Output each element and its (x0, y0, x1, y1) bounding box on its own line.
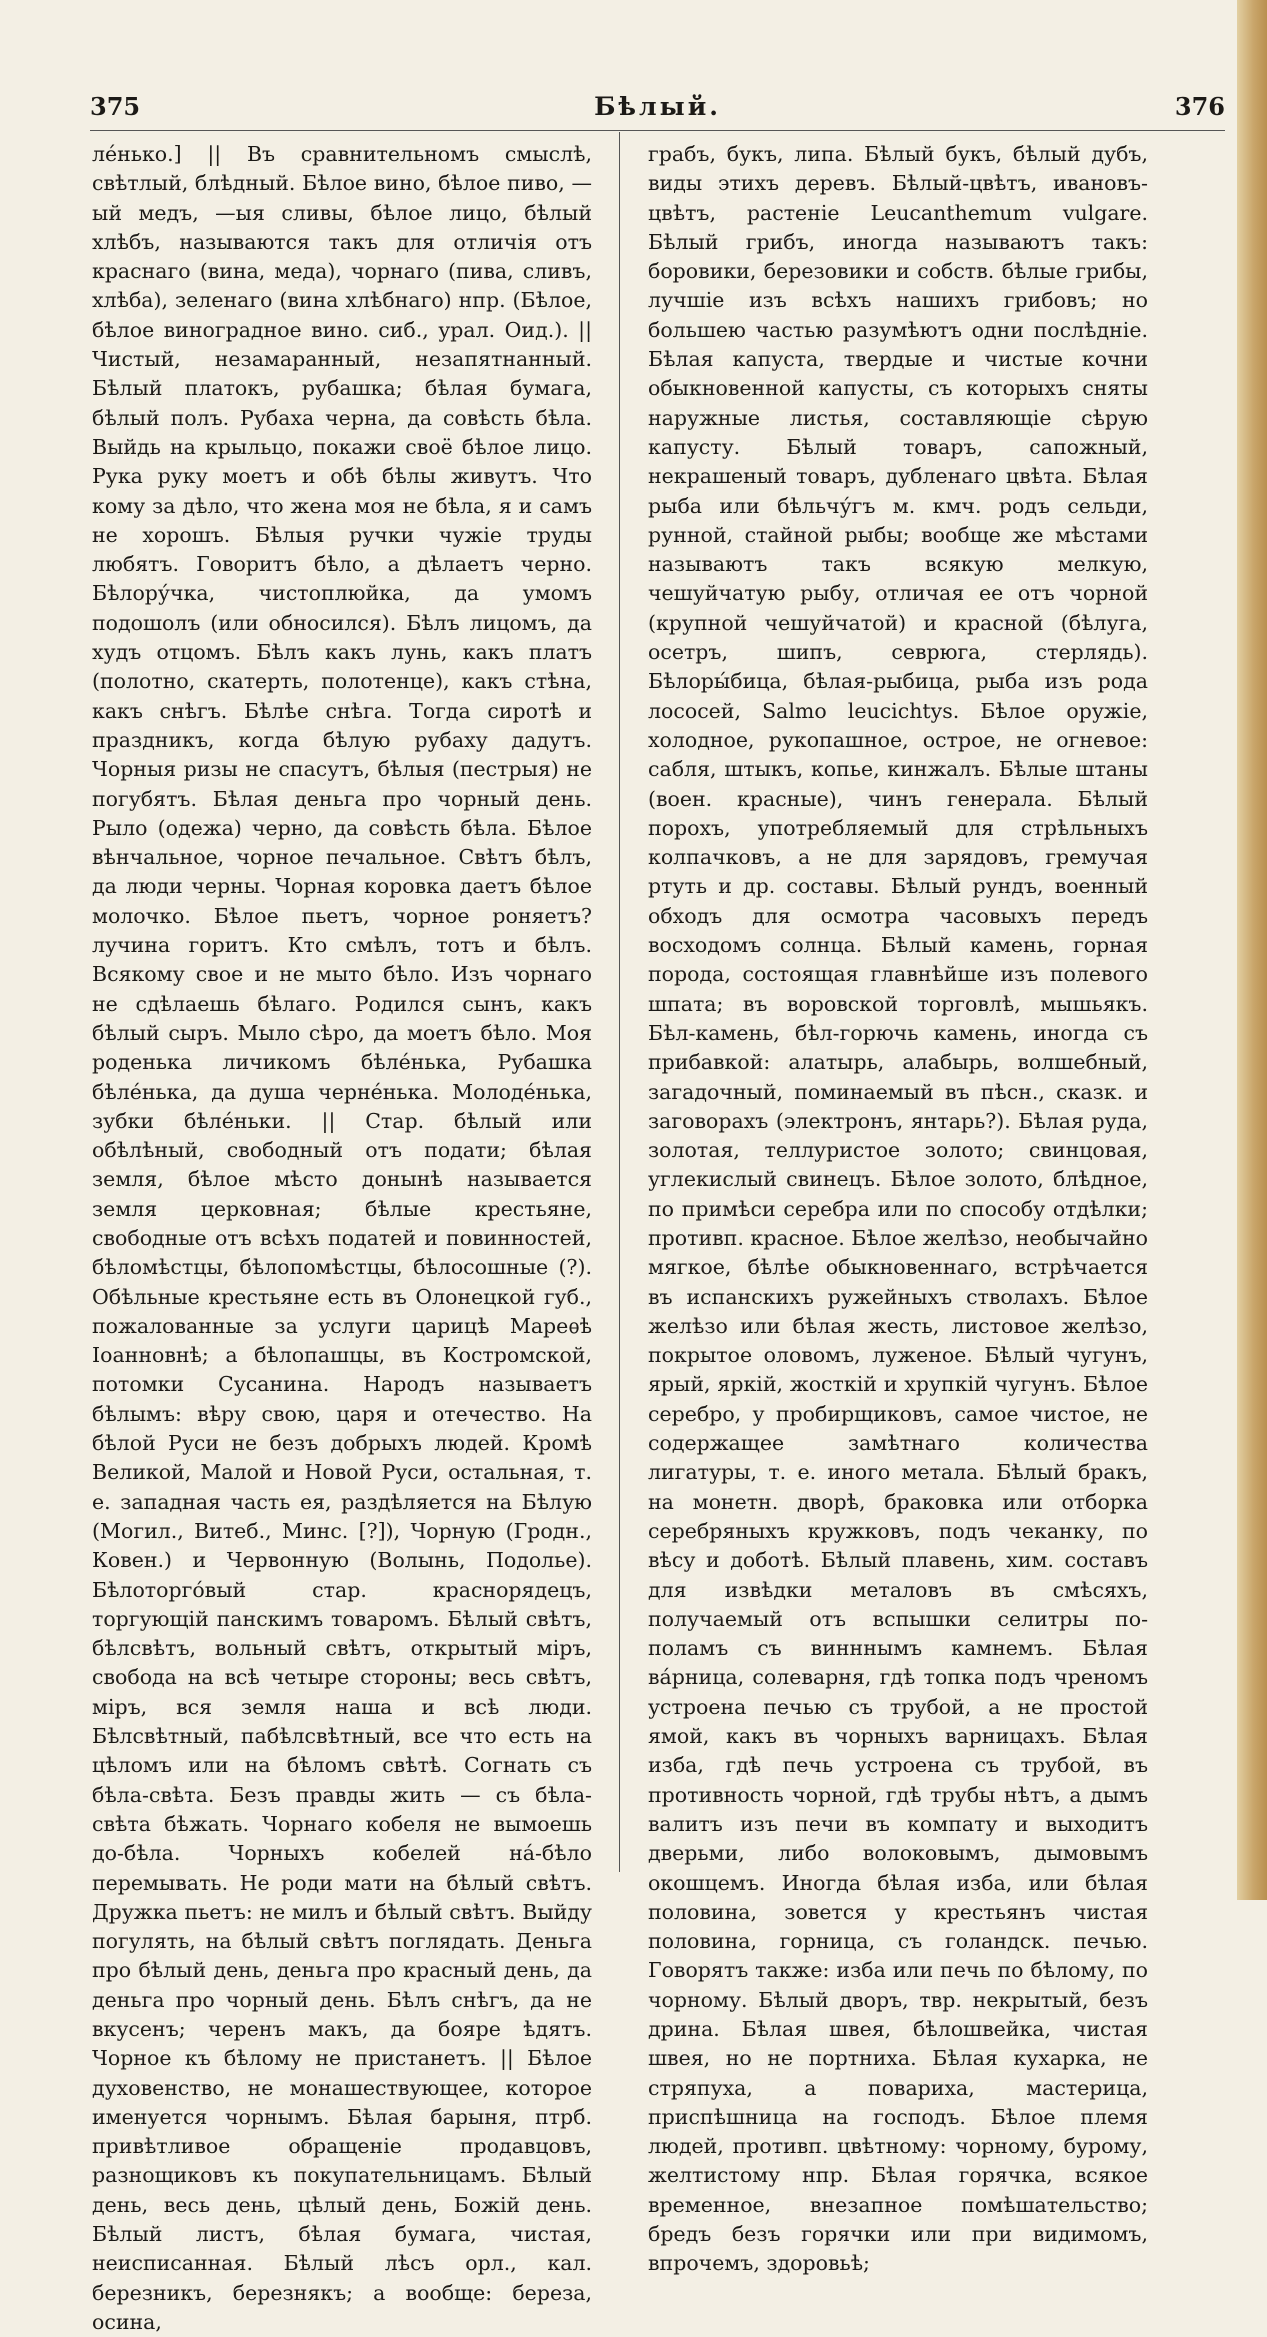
left-column-text: лéнько.] || Въ сравнительномъ смыслѣ, свѣтлый, блѣдный. Бѣлое вино, бѣлое пиво, —ый медъ, —ыя сливы, бѣлое лицо, бѣлый хлѣбъ, называются такъ для отличія отъ краснаго (вина, меда), чорнаго (пива, сливъ, хлѣба), зеленаго (вина хлѣбнаго) нпр. (Бѣлое, бѣлое виноградное вино. сиб., урал. Оид.). || Чистый, незамаранный, незапятнанный. Бѣлый платокъ, рубашка; бѣлая бумага, бѣлый полъ. Рубаха черна, да совѣсть бѣла. Выйдь на крыльцо, покажи своё бѣлое лицо. Рука руку моетъ и обѣ бѣлы живутъ. Что кому за дѣло, что жена моя не бѣла, я и самъ не хорошъ. Бѣлыя ручки чужіе труды любятъ. Говоритъ бѣло, а дѣлаетъ черно. Бѣлору́чка, чистоплюйка, да умомъ подошолъ (или обносился). Бѣлъ лицомъ, да худъ отцомъ. Бѣлъ какъ лунь, какъ платъ (полотно, скатерть, полотенце), какъ стѣна, какъ снѣгъ. Бѣлѣе снѣга. Тогда сиротѣ и праздникъ, когда бѣлую рубаху дадутъ. Чорныя ризы не спасутъ, бѣлыя (пестрыя) не погубятъ. Бѣлая деньга про чорный день. Рыло (одежа) черно, да совѣсть бѣла. Бѣлое вѣнчальное, чорное печальное. Свѣтъ бѣлъ, да люди черны. Чорная коровка даетъ бѣлое молочко. Бѣлое пьетъ, чорное роняетъ? лучина горитъ. Кто смѣлъ, тотъ и бѣлъ. Всякому свое и не мыто бѣло. Изъ чорнаго не сдѣлаешь бѣлаго. Родился сынъ, какъ бѣлый сыръ. Мыло сѣро, да моетъ бѣло. Моя роденька личикомъ бѣле́нька, Рубашка бѣле́нька, да душа черне́нька. Молоде́нька, зубки бѣле́ньки. || Стар. бѣлый или обѣлѣный, свободный отъ подати; бѣлая земля, бѣлое мѣсто донынѣ называется земля церковная; бѣлые крестьяне, свободные отъ всѣхъ податей и повинностей, бѣломѣстцы, бѣлопомѣстцы, бѣлосошные (?). Обѣльные крестьяне есть въ Олонецкой губ., пожалованные за услуги царицѣ Мареѳѣ Іоанновнѣ; а бѣлопашцы, въ Костромской, потомки Сусанина. Народъ называетъ бѣлымъ: вѣру свою, царя и отечество. На бѣлой Руси не безъ добрыхъ людей. Кромѣ Великой, Малой и Новой Руси, остальная, т. е. западная часть ея, раздѣляется на Бѣлую (Могил., Витеб., Минс. [?]), Чорную (Гродн., Ковен.) и Червонную (Волынь, Подолье). Бѣлоторго́вый стар. краснорядецъ, торгующій панскимъ товаромъ. Бѣлый свѣтъ, бѣлсвѣтъ, вольный свѣтъ, открытый міръ, свобода на всѣ четыре стороны; весь свѣтъ, міръ, вся земля наша и всѣ люди. Бѣлсвѣтный, пабѣлсвѣтный, все что есть на цѣломъ или на бѣломъ свѣтѣ. Согнать съ бѣла-свѣта. Безъ правды жить — съ бѣла-свѣта бѣжать. Чорнаго кобеля не вымоешь до-бѣла. Чорныхъ кобелей на́-бѣло перемывать. Не роди мати на бѣлый свѣтъ. Дружка пьетъ: не милъ и бѣлый свѣтъ. Выйду погулять, на бѣлый свѣтъ поглядать. Деньга про бѣлый день, деньга про красный день, да деньга про чорный день. Бѣлъ снѣгъ, да не вкусенъ; черенъ макъ, да бояре ѣдятъ. Чорное къ бѣлому не пристанетъ. || Бѣлое духовенство, не монашествующее, которое именуется чорнымъ. Бѣлая барыня, птрб. привѣтливое обращеніе продавцовъ, разнощиковъ къ покупательницамъ. Бѣлый день, весь день, цѣлый день, Божій день. Бѣлый листъ, бѣлая бумага, чистая, неисписанная. Бѣлый лѣсъ орл., кал. березникъ, березнякъ; а вообще: береза, осина, (92, 142, 592, 2334)
right-column (648, 140, 1148, 2276)
header-rule (90, 130, 1225, 131)
page-edge (1237, 0, 1267, 1900)
column-divider (619, 132, 620, 1872)
page-number-right: 376 (1174, 92, 1225, 121)
left-column (92, 140, 592, 2334)
page-number-left: 375 (90, 92, 141, 121)
running-headword: Бѣлый. (594, 92, 721, 121)
page-header (90, 92, 1225, 126)
right-column-text: грабъ, букъ, липа. Бѣлый букъ, бѣлый дубъ, виды этихъ деревъ. Бѣлый-цвѣтъ, ивановъ-цвѣтъ, растеніе Leucanthemum vulgare. Бѣлый грибъ, иногда называютъ такъ: боровики, березовики и собств. бѣлые грибы, лучшіе изъ всѣхъ нашихъ грибовъ; но большею частью разумѣютъ одни послѣдніе. Бѣлая капуста, твердые и чистые кочни обыкновенной капусты, съ которыхъ сняты наружные листья, составляющіе сѣрую капусту. Бѣлый товаръ, сапожный, некрашеный товаръ, дубленаго цвѣта. Бѣлая рыба или бѣльчу́гъ м. кмч. родъ сельди, рунной, стайной рыбы; вообще же мѣстами называютъ такъ всякую мелкую, чешуйчатую рыбу, отличая ее отъ чорной (крупной чешуйчатой) и красной (бѣлуга, осетръ, шипъ, севрюга, стерлядь). Бѣлоры́бица, бѣлая-рыбица, рыба изъ рода лососей, Salmo leucichtys. Бѣлое оружіе, холодное, рукопашное, острое, не огневое: сабля, штыкъ, копье, кинжалъ. Бѣлые штаны (воен. красные), чинъ генерала. Бѣлый порохъ, употребляемый для стрѣльныхъ колпачковъ, а не для зарядовъ, гремучая ртуть и др. составы. Бѣлый рундъ, военный обходъ для осмотра часовыхъ передъ восходомъ солнца. Бѣлый камень, горная порода, состоящая главнѣйше изъ полевого шпата; въ воровской торговлѣ, мышьякъ. Бѣл-камень, бѣл-горючь камень, иногда съ прибавкой: алатырь, алабырь, волшебный, загадочный, поминаемый въ пѣсн., сказк. и заговорахъ (электронъ, янтарь?). Бѣлая руда, золотая, теллуристое золото; свинцовая, углекислый свинецъ. Бѣлое золото, блѣдное, по примѣси серебра или по способу отдѣлки; противп. красное. Бѣлое желѣзо, необычайно мягкое, бѣлѣе обыкновеннаго, встрѣчается въ испанскихъ ружейныхъ стволахъ. Бѣлое желѣзо или бѣлая жесть, листовое желѣзо, покрытое оловомъ, луженое. Бѣлый чугунъ, ярый, яркій, жосткій и хрупкій чугунъ. Бѣлое серебро, у пробирщиковъ, самое чистое, не содержащее замѣтнаго количества лигатуры, т. е. иного метала. Бѣлый бракъ, на монетн. дворѣ, браковка или отборка серебряныхъ кружковъ, подъ чеканку, по вѣсу и доботѣ. Бѣлый плавень, хим. составъ для извѣдки металовъ въ смѣсяхъ, получаемый отъ вспышки селитры по-поламъ съ винннымъ камнемъ. Бѣлая ва́рница, солеварня, гдѣ топка подъ чреномъ устроена печью съ трубой, а не простой ямой, какъ въ чорныхъ варницахъ. Бѣлая изба, гдѣ печь устроена съ трубой, въ противность чорной, гдѣ трубы нѣтъ, а дымъ валитъ изъ печи въ компату и выходитъ дверьми, либо волоковымъ, дымовымъ окошцемъ. Иногда бѣлая изба, или бѣлая половина, зовется у крестьянъ чистая половина, горница, съ голандск. печью. Говорятъ также: изба или печь по бѣлому, по чорному. Бѣлый дворъ, твр. некрытый, безъ дрина. Бѣлая швея, бѣлошвейка, чистая швея, но не портниха. Бѣлая кухарка, не стряпуха, а повариха, мастерица, приспѣшница на господъ. Бѣлое племя людей, противп. цвѣтному: чорному, бурому, желтистому нпр. Бѣлая горячка, всякое временное, внезапное помѣшательство; бредъ безъ горячки или при видимомъ, впрочемъ, здоровьѣ; (648, 142, 1148, 2276)
